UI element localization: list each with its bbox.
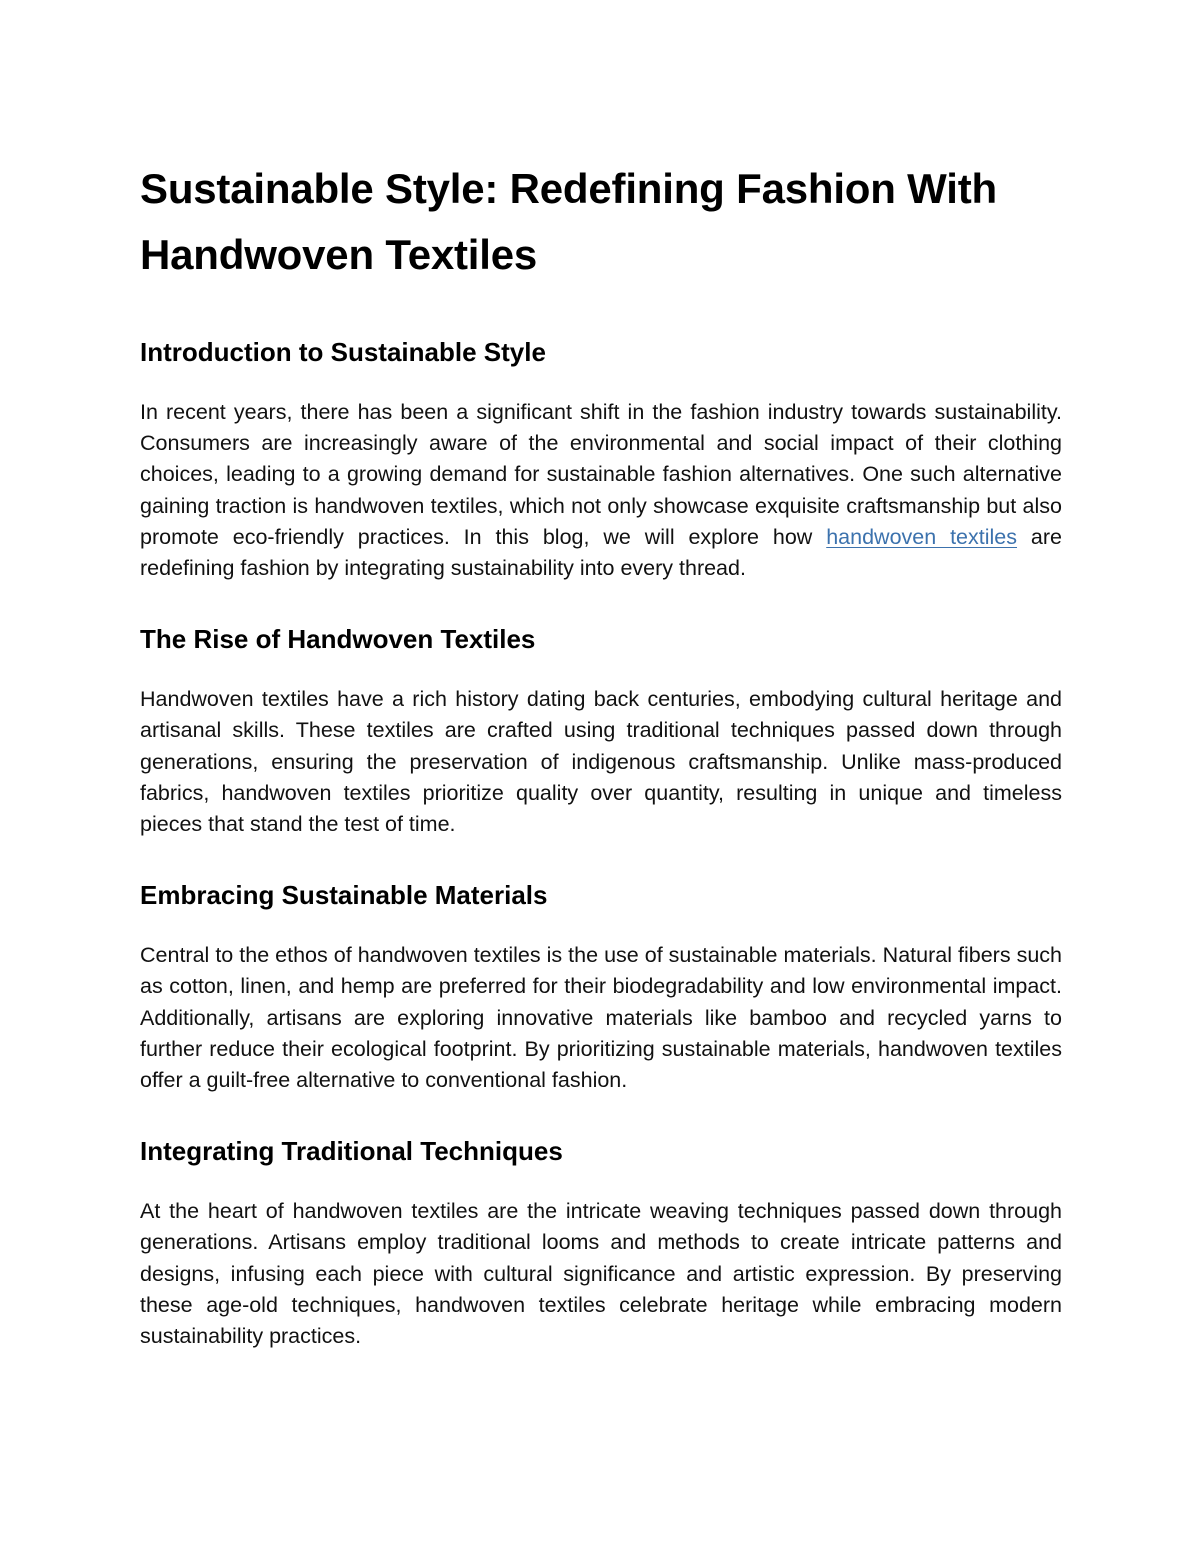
section-body-embracing-materials: Central to the ethos of handwoven textiles is the use of sustainable materials. Natural fibers such as cotton, linen, and hemp are preferred for their biodegradability and low environmental impact. Additionally, artisans are exploring innovative materials like bamboo and recycled yarns to further reduce their ecological footprint. By prioritizing sustainable materials, handwoven textiles offer a guilt-free alternative to conventional fashion.	[140, 943, 1062, 1093]
paragraph-text-after-link: are redefining fashion by integrating sustainability into every thread.	[140, 524, 1062, 581]
section-the-rise-of-handwoven-textiles	[140, 623, 1062, 840]
section-body-integrating-techniques: At the heart of handwoven textiles are the intricate weaving techniques passed down through generations. Artisans employ traditional looms and methods to create intricate patterns and designs, infusing each piece with cultural significance and artistic expression. By preserving these age-old techniques, handwoven textiles celebrate heritage while embracing modern sustainability practices.	[140, 1199, 1062, 1349]
handwoven-textiles-link[interactable]: handwoven textiles	[826, 524, 1018, 549]
section-heading-integrating-techniques: Integrating Traditional Techniques	[140, 1136, 563, 1167]
document-content	[140, 0, 1062, 1352]
section-heading-introduction: Introduction to Sustainable Style	[140, 337, 546, 367]
section-integrating-traditional-techniques	[140, 1135, 1062, 1352]
section-heading-the-rise: The Rise of Handwoven Textiles	[140, 624, 536, 655]
section-introduction-to-sustainable-style	[140, 336, 1062, 584]
page-title: Sustainable Style: Redefining Fashion With Handwoven Textiles	[140, 165, 997, 278]
paragraph-text-before-link: In recent years, there has been a significant shift in the fashion industry towards sustainability. Consumers are increasingly aware of the environmental and social impact of their clothing choices, leading to a growing demand for sustainable fashion alternatives. One such alternative gaining traction is handwoven textiles, which not only showcase exquisite craftsmanship but also promote eco-friendly practices. In this blog, we will explore how	[140, 400, 1062, 549]
section-heading-embracing-materials: Embracing Sustainable Materials	[140, 880, 548, 911]
section-embracing-sustainable-materials	[140, 879, 1062, 1096]
section-body-introduction	[140, 397, 1062, 584]
section-body-the-rise: Handwoven textiles have a rich history dating back centuries, embodying cultural heritage and artisanal skills. These textiles are crafted using traditional techniques passed down through generations, ensuring the preservation of indigenous craftsmanship. Unlike mass-produced fabrics, handwoven textiles prioritize quality over quantity, resulting in unique and timeless pieces that stand the test of time.	[140, 687, 1062, 837]
